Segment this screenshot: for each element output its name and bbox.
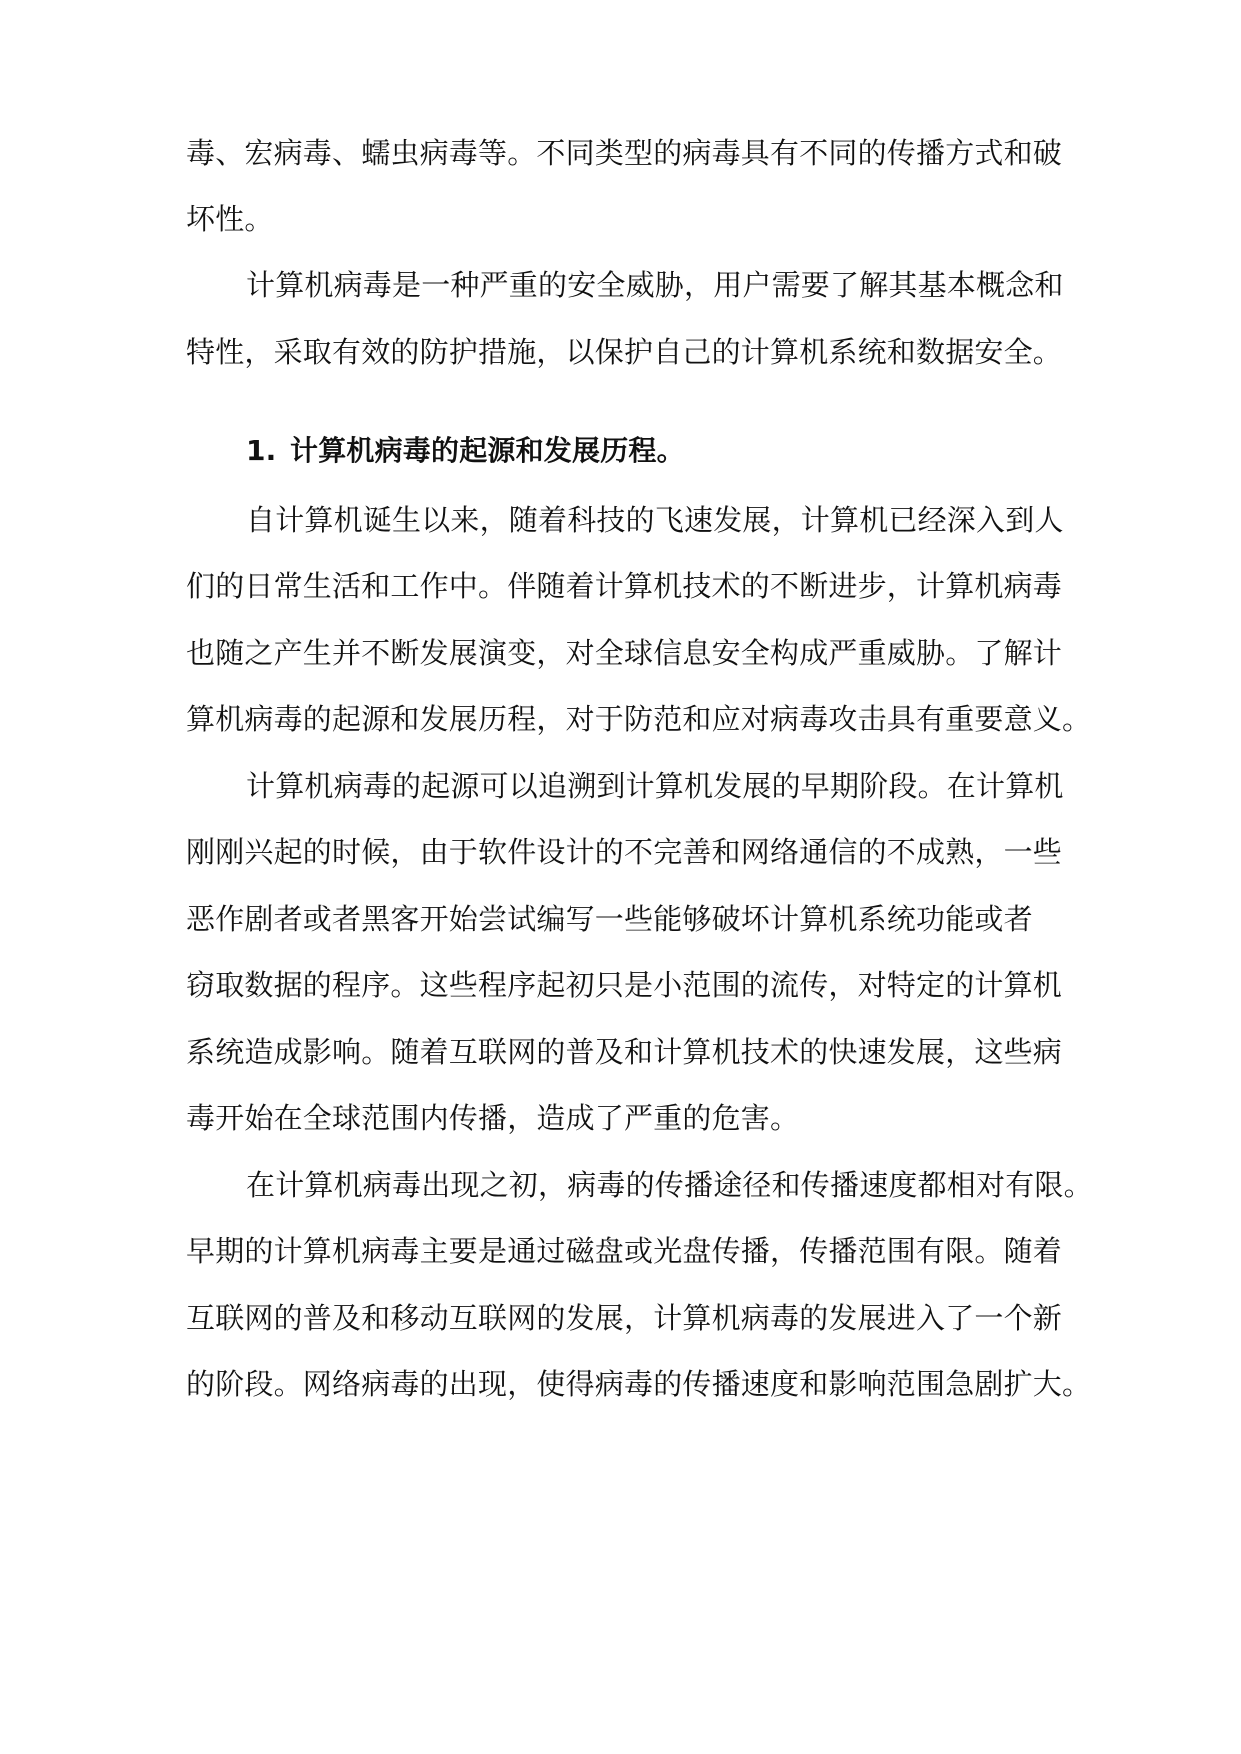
- paragraph-line: 坏性。: [186, 202, 274, 236]
- section-heading: [246, 431, 685, 471]
- paragraph-line: 计算机病毒是一种严重的安全威胁，用户需要了解其基本概念和: [246, 268, 1064, 302]
- section-title: 计算机病毒的起源和发展历程。: [290, 434, 685, 467]
- paragraph-line: 恶作剧者或者黑客开始尝试编写一些能够破坏计算机系统功能或者: [186, 902, 1033, 936]
- paragraph-line: 窃取数据的程序。这些程序起初只是小范围的流传，对特定的计算机: [186, 968, 1063, 1002]
- paragraph-line: 算机病毒的起源和发展历程，对于防范和应对病毒攻击具有重要意义。: [186, 702, 1092, 736]
- paragraph-line: 早期的计算机病毒主要是通过磁盘或光盘传播，传播范围有限。随着: [186, 1234, 1063, 1268]
- section-number: 1.: [246, 434, 277, 467]
- paragraph-line: 们的日常生活和工作中。伴随着计算机技术的不断进步，计算机病毒: [186, 569, 1063, 603]
- paragraph-line: 毒开始在全球范围内传播，造成了严重的危害。: [186, 1101, 800, 1135]
- paragraph-line: 在计算机病毒出现之初，病毒的传播途径和传播速度都相对有限。: [246, 1168, 1093, 1202]
- paragraph-line: 的阶段。网络病毒的出现，使得病毒的传播速度和影响范围急剧扩大。: [186, 1367, 1092, 1401]
- paragraph-line: 也随之产生并不断发展演变，对全球信息安全构成严重威胁。了解计: [186, 636, 1063, 670]
- paragraph-line: 特性，采取有效的防护措施，以保护自己的计算机系统和数据安全。: [186, 335, 1063, 369]
- paragraph-line: 互联网的普及和移动互联网的发展，计算机病毒的发展进入了一个新: [186, 1301, 1063, 1335]
- paragraph-line: 计算机病毒的起源可以追溯到计算机发展的早期阶段。在计算机: [246, 769, 1064, 803]
- paragraph-line: 刚刚兴起的时候，由于软件设计的不完善和网络通信的不成熟，一些: [186, 835, 1063, 869]
- paragraph-line: 毒、宏病毒、蠕虫病毒等。不同类型的病毒具有不同的传播方式和破: [186, 136, 1063, 170]
- paragraph-line: 自计算机诞生以来，随着科技的飞速发展，计算机已经深入到人: [246, 503, 1064, 537]
- paragraph-line: 系统造成影响。随着互联网的普及和计算机技术的快速发展，这些病: [186, 1035, 1063, 1069]
